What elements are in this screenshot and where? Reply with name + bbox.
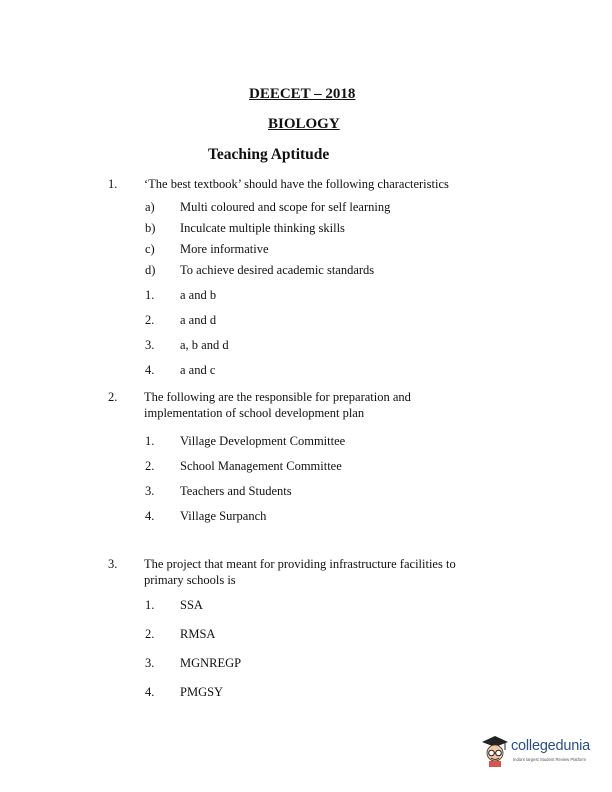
option-text: a and c bbox=[180, 363, 216, 377]
question-text: The project that meant for providing infrastructure facilities to primary schools is bbox=[144, 557, 456, 587]
logo-tagline: India's largest Student Review Platform bbox=[513, 757, 586, 762]
question-text: The following are the responsible for preparation and implementation of school development plan bbox=[144, 390, 411, 420]
statement-label: a) bbox=[145, 200, 155, 214]
option-text: a, b and d bbox=[180, 338, 229, 352]
statement-text: More informative bbox=[180, 242, 269, 256]
option-label: 3. bbox=[145, 484, 155, 498]
question-number: 1. bbox=[108, 177, 118, 191]
option-text: a and d bbox=[180, 313, 217, 327]
collegedunia-logo bbox=[480, 734, 600, 768]
graduate-mascot-icon bbox=[480, 734, 510, 768]
option-text: MGNREGP bbox=[180, 656, 242, 670]
question-number: 2. bbox=[108, 390, 118, 404]
exam-title: DEECET – 2018 bbox=[249, 86, 356, 102]
statement-label: d) bbox=[145, 263, 156, 277]
option-label: 4. bbox=[145, 363, 155, 377]
statement-text: To achieve desired academic standards bbox=[180, 263, 375, 277]
option-text: RMSA bbox=[180, 627, 216, 641]
option-text: School Management Committee bbox=[180, 459, 342, 473]
statement-text: Inculcate multiple thinking skills bbox=[180, 221, 345, 235]
statement-label: b) bbox=[145, 221, 156, 235]
option-label: 1. bbox=[145, 434, 155, 448]
option-label: 2. bbox=[145, 459, 155, 473]
question-text: ‘The best textbook’ should have the following characteristics bbox=[144, 177, 449, 191]
question-number: 3. bbox=[108, 557, 118, 571]
option-text: Teachers and Students bbox=[180, 484, 292, 498]
statement-label: c) bbox=[145, 242, 155, 256]
option-label: 4. bbox=[145, 509, 155, 523]
option-label: 4. bbox=[145, 685, 155, 699]
option-text: SSA bbox=[180, 598, 203, 612]
logo-wordmark: collegedunia bbox=[511, 738, 591, 754]
option-label: 3. bbox=[145, 338, 155, 352]
option-label: 3. bbox=[145, 656, 155, 670]
option-label: 2. bbox=[145, 313, 155, 327]
subject-title: BIOLOGY bbox=[268, 116, 340, 132]
option-text: a and b bbox=[180, 288, 217, 302]
statement-text: Multi coloured and scope for self learning bbox=[180, 200, 391, 214]
option-label: 1. bbox=[145, 288, 155, 302]
option-text: PMGSY bbox=[180, 685, 224, 699]
option-label: 2. bbox=[145, 627, 155, 641]
option-text: Village Surpanch bbox=[180, 509, 267, 523]
section-title: Teaching Aptitude bbox=[208, 146, 330, 163]
option-text: Village Development Committee bbox=[180, 434, 346, 448]
option-label: 1. bbox=[145, 598, 155, 612]
